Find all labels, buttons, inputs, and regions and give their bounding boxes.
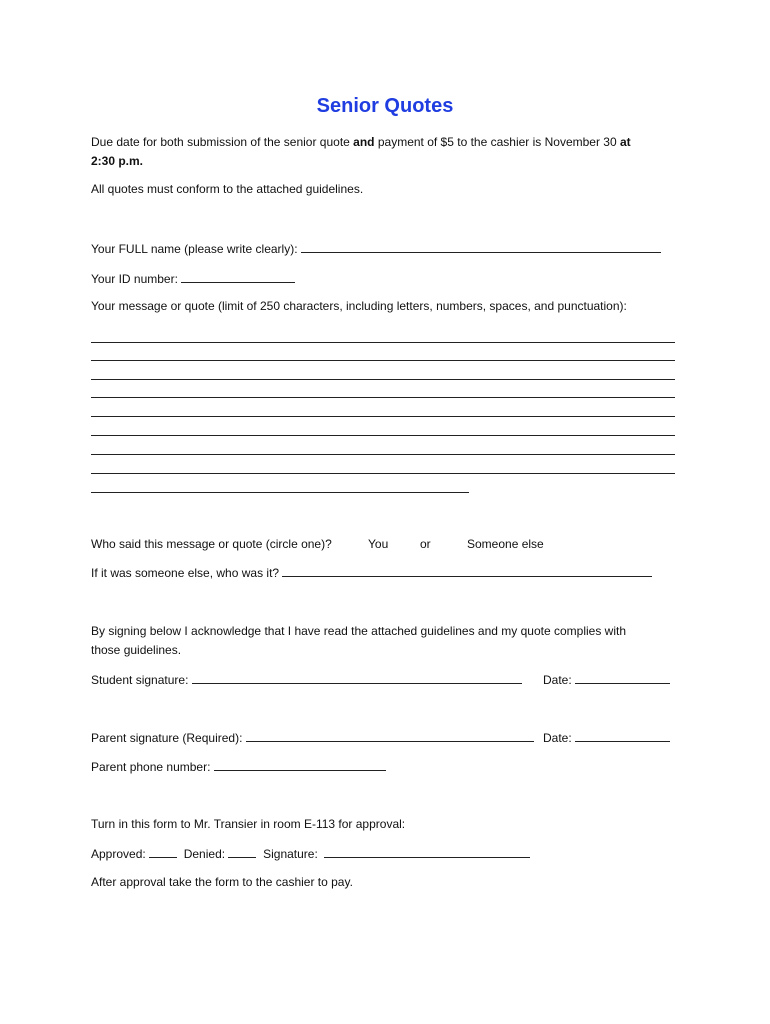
acknowledge-line-2: those guidelines. [91,643,182,657]
parent-phone-label: Parent phone number: [91,760,211,774]
parent-signature-label: Parent signature (Required): [91,731,243,745]
parent-phone-field[interactable] [214,759,386,771]
page-title: Senior Quotes [316,95,454,117]
id-row [91,271,295,287]
option-or: or [420,537,431,551]
full-name-row [91,241,661,257]
student-signature-label: Student signature: [91,673,189,687]
id-label: Your ID number: [91,272,178,286]
turn-in-instructions: Turn in this form to Mr. Transier in room E-113 for approval: [91,817,406,831]
denied-label: Denied: [183,847,226,861]
parent-signature-row [91,730,534,746]
message-line[interactable] [91,454,675,455]
due-time: 2:30 p.m. [91,154,144,168]
who-said-question: Who said this message or quote (circle one)? [91,537,332,551]
who-was-it-label: If it was someone else, who was it? [91,566,280,580]
message-line[interactable] [91,492,469,493]
approval-signature-field[interactable] [324,846,530,858]
due-date-bold-at: at [619,135,631,149]
id-field[interactable] [181,271,295,283]
approved-field[interactable] [149,846,177,858]
full-name-field[interactable] [301,241,661,253]
parent-date-row [543,730,670,746]
who-was-it-field[interactable] [282,565,652,577]
message-line[interactable] [91,379,675,380]
denied-field[interactable] [228,846,256,858]
due-date-text-a: Due date for both submission of the senior quote [91,135,354,149]
full-name-label: Your FULL name (please write clearly): [91,242,298,256]
parent-date-field[interactable] [575,730,670,742]
parent-date-label: Date: [543,731,572,745]
student-date-row [543,672,670,688]
parent-signature-field[interactable] [246,730,534,742]
message-label: Your message or quote (limit of 250 characters, including letters, numbers, spaces, and punctuation): [91,299,627,313]
option-someone-else[interactable]: Someone else [467,537,544,551]
approved-label: Approved: [91,847,146,861]
option-you[interactable]: You [368,537,389,551]
approval-row [91,846,530,862]
student-signature-row [91,672,522,688]
due-date-line-2 [91,154,143,169]
parent-phone-row [91,759,386,775]
message-line[interactable] [91,360,675,361]
after-approval-note: After approval take the form to the cashier to pay. [91,875,353,889]
message-line[interactable] [91,416,675,417]
due-date-text-b: payment of $5 to the cashier is November 30 [374,135,620,149]
acknowledge-line-1: By signing below I acknowledge that I have read the attached guidelines and my quote complies with [91,624,626,638]
due-date-line-1 [91,135,631,150]
student-date-field[interactable] [575,672,670,684]
student-date-label: Date: [543,673,572,687]
message-line[interactable] [91,435,675,436]
approval-signature-label: Signature: [263,847,318,861]
student-signature-field[interactable] [192,672,522,684]
guidelines-note: All quotes must conform to the attached guidelines. [91,182,364,196]
due-date-bold-and: and [353,135,375,149]
who-was-it-row [91,565,652,581]
message-line[interactable] [91,342,675,343]
message-line[interactable] [91,473,675,474]
message-line[interactable] [91,397,675,398]
